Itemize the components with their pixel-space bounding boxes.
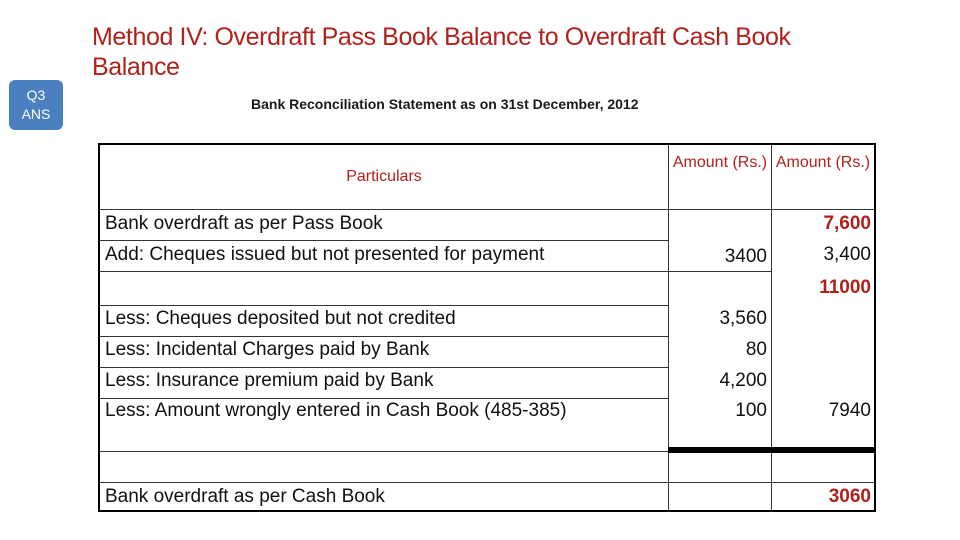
row-amount-2: 7940 [828, 400, 871, 421]
row-divider [100, 336, 668, 337]
column-divider [668, 145, 669, 510]
row-amount-2: 3,400 [823, 244, 871, 265]
question-badge [9, 80, 63, 130]
row-amount-1: 4,200 [719, 370, 767, 391]
reconciliation-table [98, 143, 876, 512]
header-amount-1: Amount (Rs.) [672, 154, 768, 171]
row-divider [100, 367, 668, 368]
total-rule [668, 447, 874, 453]
slide-title: Method IV: Overdraft Pass Book Balance to Overdraft Cash Book Balance [92, 23, 791, 81]
badge-line-2: ANS [21, 106, 51, 122]
row-divider [100, 482, 874, 483]
row-divider [100, 398, 668, 399]
row-particulars: Add: Cheques issued but not presented for payment [105, 244, 545, 265]
row-particulars: Less: Insurance premium paid by Bank [105, 370, 434, 391]
row-particulars: Less: Cheques deposited but not credited [105, 308, 456, 329]
header-particulars: Particulars [346, 168, 422, 185]
row-amount-1: 3400 [724, 246, 767, 267]
row-amount-1: 80 [745, 339, 767, 360]
row-particulars: Less: Amount wrongly entered in Cash Book (485-385) [105, 400, 567, 421]
row-divider [100, 240, 668, 241]
badge-line-1: Q3 [26, 87, 46, 103]
row-amount-1: 3,560 [719, 308, 767, 329]
row-amount-2: 3060 [828, 486, 871, 507]
row-amount-2: 7,600 [823, 213, 871, 234]
header-amount-2: Amount (Rs.) [775, 154, 871, 171]
column-divider [771, 145, 772, 510]
row-particulars: Less: Incidental Charges paid by Bank [105, 339, 430, 360]
row-divider [100, 271, 771, 272]
row-particulars: Bank overdraft as per Pass Book [105, 213, 383, 234]
row-amount-1: 100 [735, 400, 767, 421]
row-divider [100, 451, 668, 452]
row-divider [100, 209, 874, 210]
row-particulars: Bank overdraft as per Cash Book [105, 486, 385, 507]
row-divider [100, 305, 668, 306]
statement-subtitle: Bank Reconciliation Statement as on 31st December, 2012 [251, 96, 639, 112]
row-amount-2: 11000 [819, 277, 871, 298]
